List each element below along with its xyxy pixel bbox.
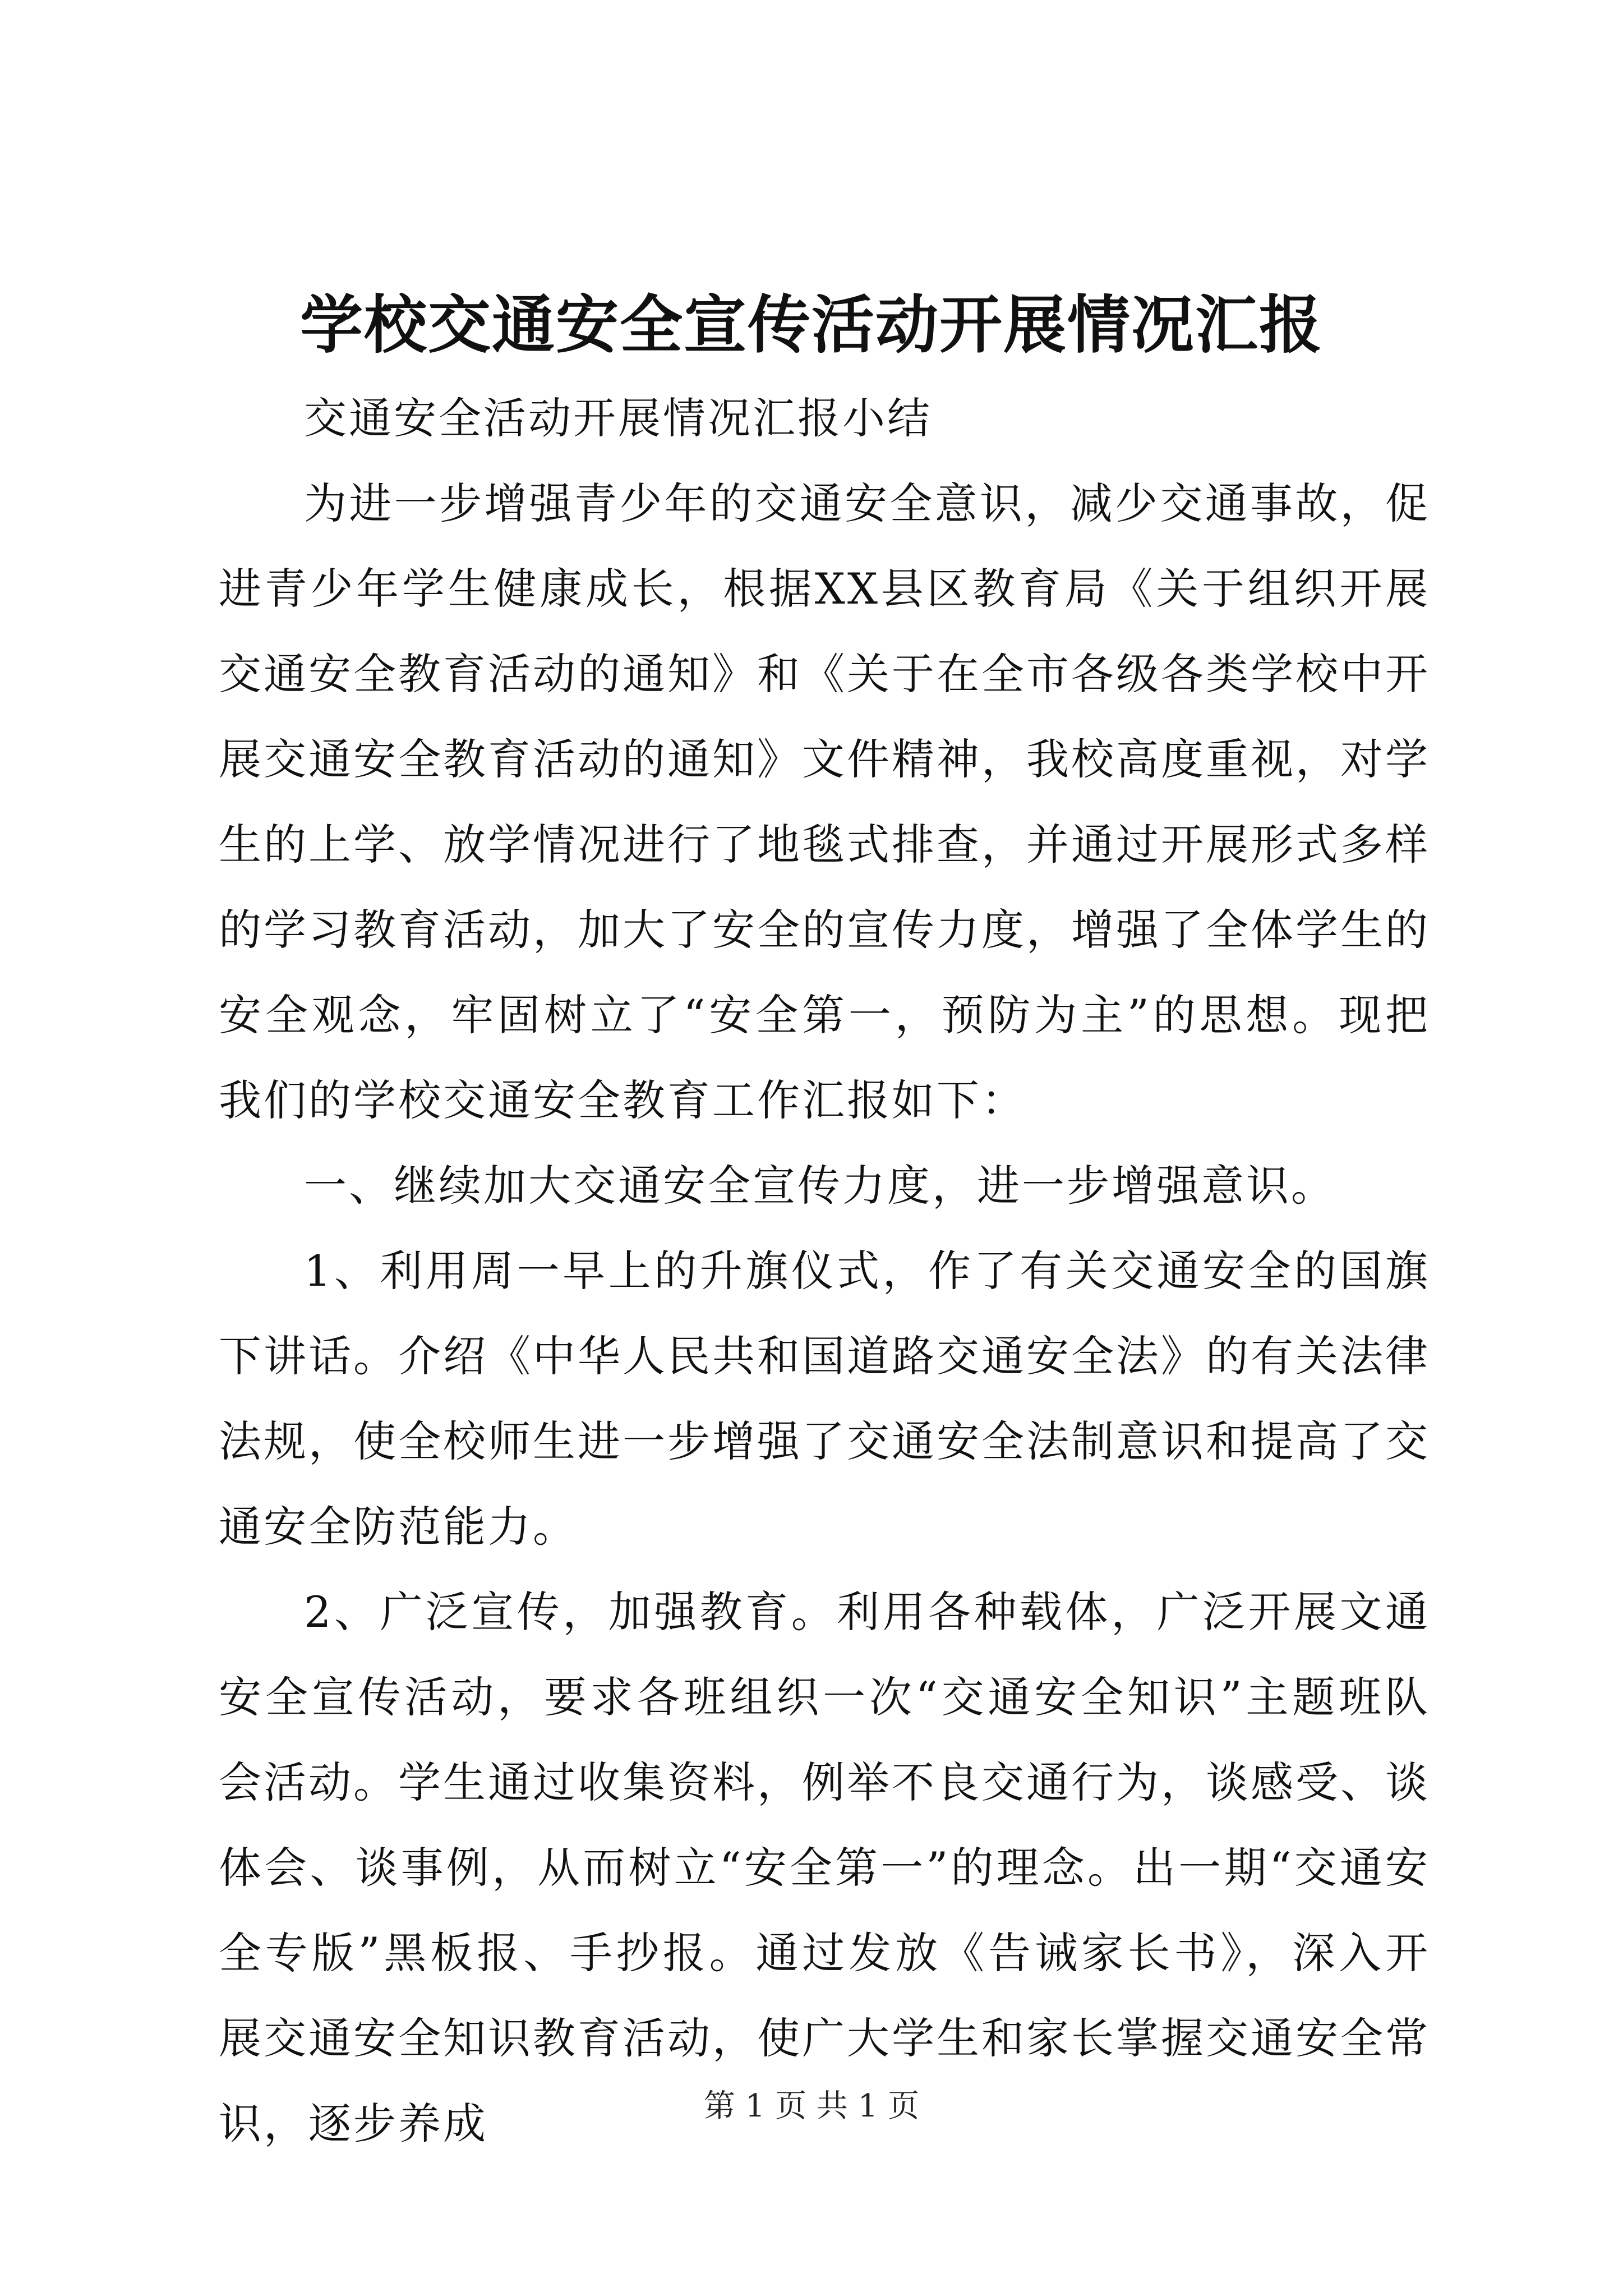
subtitle-paragraph: 交通安全活动开展情况汇报小结 — [304, 393, 932, 443]
document-title: 学校交通安全宣传活动开展情况汇报 — [300, 288, 1323, 362]
document-body — [219, 376, 1430, 2166]
page-footer: 第 1 页 共 1 页 — [703, 2088, 920, 2124]
item-paragraph-1: 1、利用周一早上的升旗仪式，作了有关交通安全的国旗下讲话。介绍《中华人民共和国道路交通安全法》的有关法律法规，使全校师生进一步增强了交通安全法制意识和提高了交通安全防范能力。 — [219, 1246, 1430, 1552]
intro-paragraph: 为进一步增强青少年的交通安全意识，减少交通事故，促进青少年学生健康成长，根据XX县区教育局《关于组织开展交通安全教育活动的通知》和《关于在全市各级各类学校中开展交通安全教育活动的通知》文件精神，我校高度重视，对学生的上学、放学情况进行了地毯式排查，并通过开展形式多样的学习教育活动，加大了安全的宣传力度，增强了全体学生的安全观念，牢固树立了“安全第一，预防为主”的思想。现把我们的学校交通安全教育工作汇报如下： — [219, 478, 1430, 1125]
item-paragraph-2: 2、广泛宣传，加强教育。利用各种载体，广泛开展文通安全宣传活动，要求各班组织一次“交通安全知识”主题班队会活动。学生通过收集资料，例举不良交通行为，谈感受、谈体会、谈事例，从而树立“安全第一”的理念。出一期“交通安全专版”黑板报、手抄报。通过发放《告诫家长书》，深入开展交通安全知识教育活动，使广大学生和家长掌握交通安全常识，逐步养成 — [219, 1587, 1430, 2148]
section-heading-1: 一、继续加大交通安全宣传力度，进一步增强意识。 — [304, 1161, 1336, 1211]
